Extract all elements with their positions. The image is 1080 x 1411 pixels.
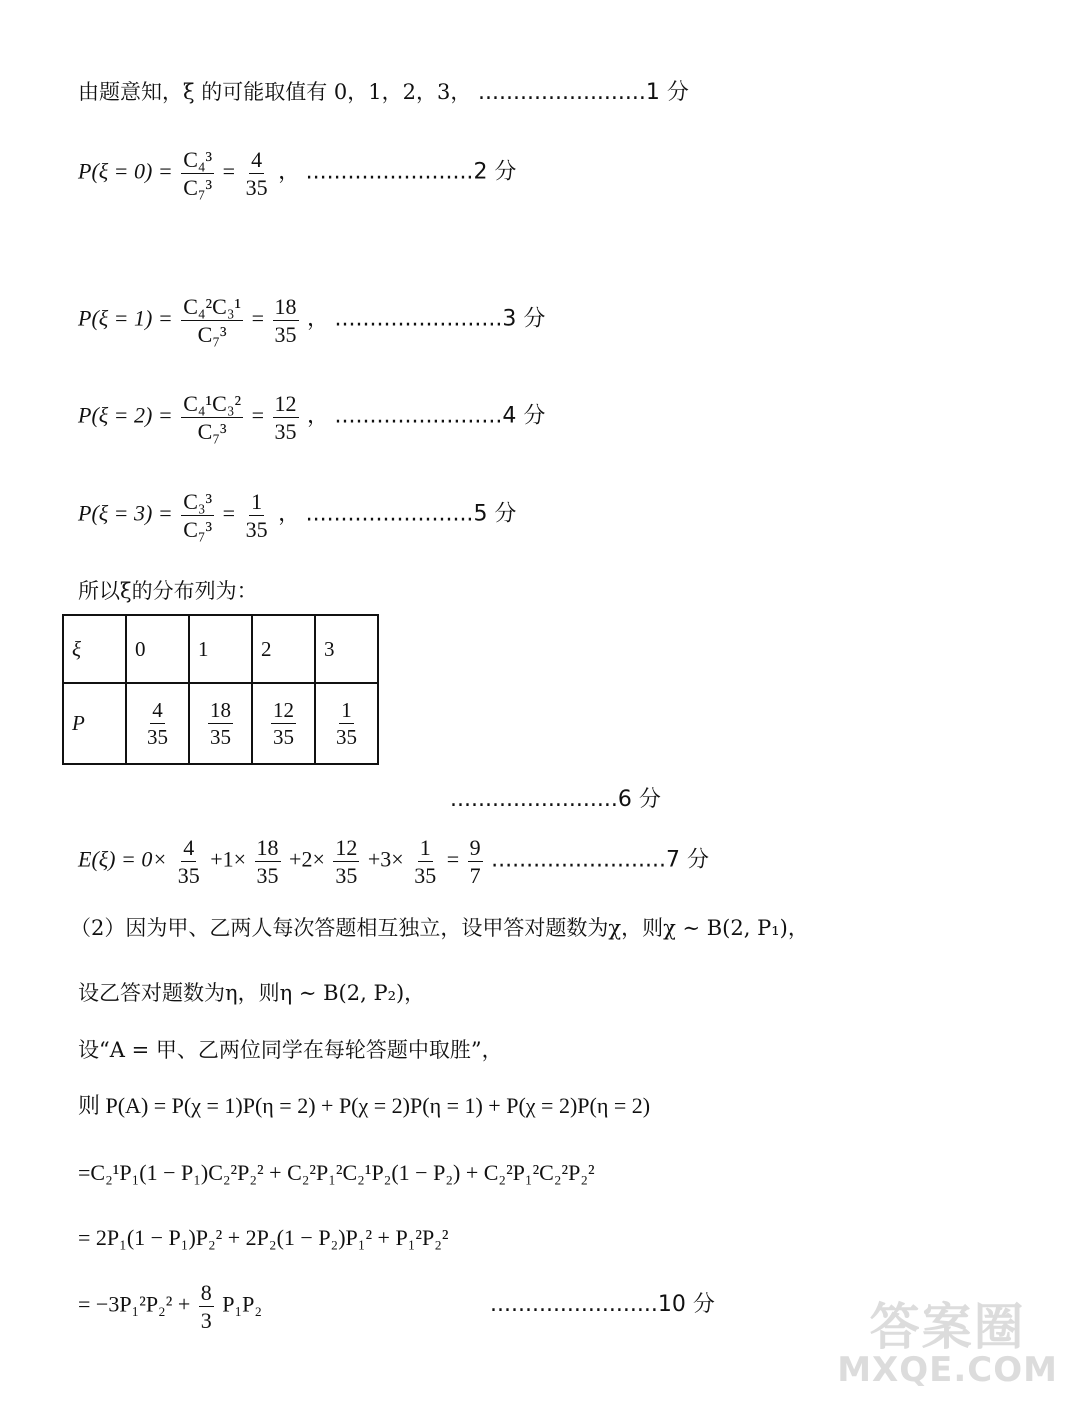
expectation-op-1: +1× <box>210 846 247 872</box>
expectation-term-3 <box>333 836 359 887</box>
prob-2-num: C₄¹C₃² <box>181 392 243 418</box>
intro-text: 由题意知，ξ 的可能取值有 0，1，2，3， <box>78 80 472 104</box>
score-6-score: 6 分 <box>617 787 661 812</box>
prob-den: 35 <box>273 725 294 749</box>
term-3-num: 12 <box>333 836 359 862</box>
prob-3-lhs: P(ξ = 3) = <box>78 500 173 526</box>
prob-0-rnum: 4 <box>249 148 264 174</box>
watermark-url: MXQE.COM <box>837 1349 1058 1390</box>
expectation-dots: ......................... <box>491 847 666 873</box>
prob-0-eq: = <box>222 158 236 184</box>
expectation-term-2 <box>255 836 281 887</box>
prob-1-lhs: P(ξ = 1) = <box>78 305 173 331</box>
prob-0-score: 2 分 <box>473 159 517 185</box>
score-10-score: 10 分 <box>657 1292 715 1317</box>
table-cell-prob <box>252 683 315 764</box>
part2-line-7 <box>78 1281 262 1332</box>
prob-2-den: C₇³ <box>197 419 227 445</box>
prob-1-rden: 35 <box>274 322 297 348</box>
prob-3-rden: 35 <box>245 517 268 543</box>
intro-line <box>78 82 689 104</box>
score-10-dots: ........................ <box>490 1292 658 1317</box>
table-cell-xi: ξ <box>63 615 126 683</box>
line-7-fraction <box>199 1281 214 1332</box>
prob-2-rnum: 12 <box>273 392 299 418</box>
prob-2-lhs: P(ξ = 2) = <box>78 402 173 428</box>
expectation-lhs: E(ξ) = 0× <box>78 846 168 872</box>
term-1-den: 35 <box>177 863 200 889</box>
prob-2-combination-fraction <box>181 392 243 443</box>
prob-1-combination-fraction <box>181 295 243 346</box>
expectation-op-3: +3× <box>367 846 404 872</box>
term-4-den: 35 <box>414 863 437 889</box>
line-7-den: 3 <box>200 1308 212 1334</box>
prob-num: 12 <box>271 699 296 724</box>
prob-0-result-fraction <box>244 148 270 199</box>
prob-num: 1 <box>339 699 354 724</box>
part2-line-3: 设“A = 甲、乙两位同学在每轮答题中取胜”， <box>78 1038 503 1062</box>
part2-line-2: 设乙答对题数为η，则η ∼ B(2, P₂)， <box>78 981 426 1005</box>
prob-3-combination-fraction <box>181 490 214 541</box>
prob-1-score: 3 分 <box>502 306 546 332</box>
score-10-line <box>490 1294 715 1316</box>
prob-3-dots: ........................ <box>305 501 474 527</box>
prob-2-tail: ， <box>307 402 330 428</box>
prob-3-den: C₇³ <box>183 517 213 543</box>
prob-1-rnum: 18 <box>273 295 299 321</box>
table-cell-value: 3 <box>315 615 378 683</box>
result-den: 7 <box>469 863 481 889</box>
prob-0-combination-fraction <box>181 148 214 199</box>
expectation-result <box>468 836 483 887</box>
prob-1-dots: ........................ <box>334 306 503 332</box>
term-2-den: 35 <box>256 863 279 889</box>
term-4-num: 1 <box>418 836 433 862</box>
expectation-term-1 <box>176 836 202 887</box>
watermark-text: 答案圈 <box>869 1297 1026 1356</box>
prob-num: 4 <box>150 699 165 724</box>
expectation-op-2: +2× <box>289 846 325 872</box>
line-7-pre: = −3P₁²P₂² + <box>78 1291 191 1317</box>
score-6-dots: ........................ <box>450 787 618 812</box>
prob-0-num: C₄³ <box>181 148 214 174</box>
prob-1-num: C₄²C₃¹ <box>181 295 243 321</box>
watermark-logo <box>837 1297 1058 1390</box>
prob-3-eq: = <box>222 500 236 526</box>
prob-3-tail: ， <box>278 500 301 526</box>
line-7-num: 8 <box>199 1281 214 1307</box>
line-7-post: P₁P₂ <box>222 1291 263 1317</box>
prob-0-tail: ， <box>278 158 301 184</box>
prob-0-den: C₇³ <box>183 175 213 201</box>
prob-3-result-fraction <box>244 490 270 541</box>
term-2-num: 18 <box>255 836 281 862</box>
table-cell-prob <box>189 683 252 764</box>
table-cell-p-label: P <box>63 683 126 764</box>
table-cell-prob <box>126 683 189 764</box>
table-cell-value: 0 <box>126 615 189 683</box>
prob-0-lhs: P(ξ = 0) = <box>78 158 173 184</box>
prob-3-line <box>78 490 516 541</box>
prob-0-line <box>78 148 516 199</box>
prob-num: 18 <box>208 699 233 724</box>
prob-3-rnum: 1 <box>249 490 264 516</box>
part2-line-1: （2）因为甲、乙两人每次答题相互独立，设甲答对题数为χ，则χ ∼ B(2, P₁)， <box>70 916 809 940</box>
table-cell-value: 2 <box>252 615 315 683</box>
table-cell-prob <box>315 683 378 764</box>
expectation-eq: = <box>446 846 460 872</box>
prob-2-line <box>78 392 545 443</box>
prob-den: 35 <box>336 725 357 749</box>
prob-0-dots: ........................ <box>305 159 474 185</box>
result-num: 9 <box>468 836 483 862</box>
intro-dots: ........................ <box>478 80 646 105</box>
score-6-line <box>450 789 661 811</box>
table-row-probabilities <box>63 683 378 764</box>
expectation-line <box>78 836 709 887</box>
prob-2-dots: ........................ <box>334 403 503 429</box>
prob-2-rden: 35 <box>274 419 297 445</box>
table-row-values <box>63 615 378 683</box>
prob-1-den: C₇³ <box>197 322 227 348</box>
prob-0-rden: 35 <box>245 175 268 201</box>
part2-line-5: =C₂¹P₁(1 − P₁)C₂²P₂² + C₂²P₁²C₂¹P₂(1 − P₂) + C₂²P₁²C₂²P₂² <box>78 1160 595 1185</box>
prob-den: 35 <box>210 725 231 749</box>
distribution-table <box>62 614 379 765</box>
prob-2-result-fraction <box>273 392 299 443</box>
prob-3-score: 5 分 <box>473 501 517 527</box>
prob-1-tail: ， <box>307 305 330 331</box>
prob-den: 35 <box>147 725 168 749</box>
prob-3-num: C₃³ <box>181 490 214 516</box>
expectation-term-4 <box>412 836 438 887</box>
prob-1-eq: = <box>251 305 265 331</box>
part2-line-6: = 2P₁(1 − P₁)P₂² + 2P₂(1 − P₂)P₁² + P₁²P₂² <box>78 1225 449 1250</box>
prob-2-score: 4 分 <box>502 403 546 429</box>
term-3-den: 35 <box>335 863 358 889</box>
prob-1-line <box>78 295 545 346</box>
prob-1-result-fraction <box>273 295 299 346</box>
intro-score: 1 分 <box>645 80 689 105</box>
table-cell-value: 1 <box>189 615 252 683</box>
part2-line-4: 则 P(A) = P(χ = 1)P(η = 2) + P(χ = 2)P(η = 1) + P(χ = 2)P(η = 2) <box>78 1093 651 1118</box>
prob-2-eq: = <box>251 402 265 428</box>
expectation-score: 7 分 <box>665 847 709 873</box>
term-1-num: 4 <box>181 836 196 862</box>
distribution-label: 所以ξ的分布列为： <box>78 579 258 603</box>
